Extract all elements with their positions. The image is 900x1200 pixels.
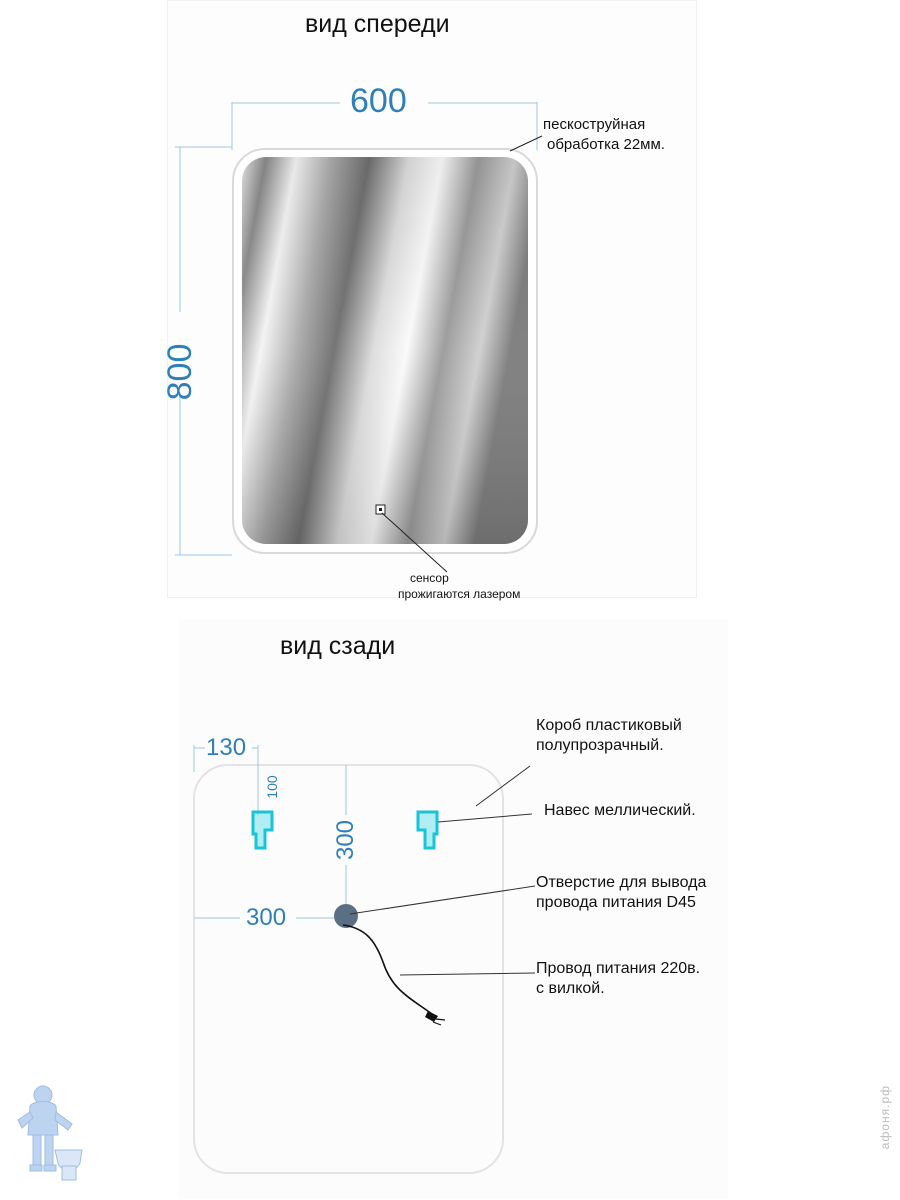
sandblast-note-line-2: обработка 22мм. — [547, 136, 665, 153]
sensor-note — [398, 570, 548, 602]
cable-note-line-2: с вилкой. — [536, 980, 605, 997]
sandblast-note-line-1: пескоструйная — [543, 116, 646, 133]
hole-note-line-1: Отверстие для вывода — [536, 874, 707, 891]
hole-note-line-2: провода питания D45 — [536, 894, 696, 911]
front-view-title: вид спереди — [305, 10, 450, 38]
cable-note-line-1: Провод питания 220в. — [536, 960, 701, 977]
hanger-note: Навес меллический. — [544, 802, 696, 819]
sensor-note-line-1: сенсор — [410, 571, 449, 585]
width-dimension-label: 600 — [350, 82, 407, 120]
dimension-100-label: 100 — [264, 775, 280, 799]
box-note-line-2: полупрозрачный. — [536, 737, 664, 754]
hanger-left-icon — [253, 812, 272, 848]
height-dimension-label: 800 — [161, 343, 199, 401]
watermark-text: афоня.рф — [878, 1085, 892, 1150]
sandblast-note — [543, 115, 665, 155]
back-view-title: вид сзади — [280, 632, 396, 660]
dimension-300-vertical-label: 300 — [332, 819, 359, 861]
dimension-130-label: 130 — [206, 734, 247, 761]
sensor-note-line-2: прожигаются лазером — [398, 587, 521, 601]
box-note — [536, 716, 682, 756]
plumber-logo-icon — [18, 1086, 82, 1180]
power-cable — [343, 925, 432, 1014]
plug-icon — [425, 1011, 445, 1025]
box-note-line-1: Короб пластиковый — [536, 717, 682, 734]
dimension-300-horizontal-label: 300 — [246, 904, 287, 931]
touch-sensor-icon — [376, 505, 385, 514]
hole-note — [536, 873, 706, 913]
cable-hole-icon — [334, 904, 358, 928]
cable-note — [536, 959, 700, 999]
back-leader-lines — [350, 766, 535, 975]
hanger-right-icon — [418, 812, 437, 848]
